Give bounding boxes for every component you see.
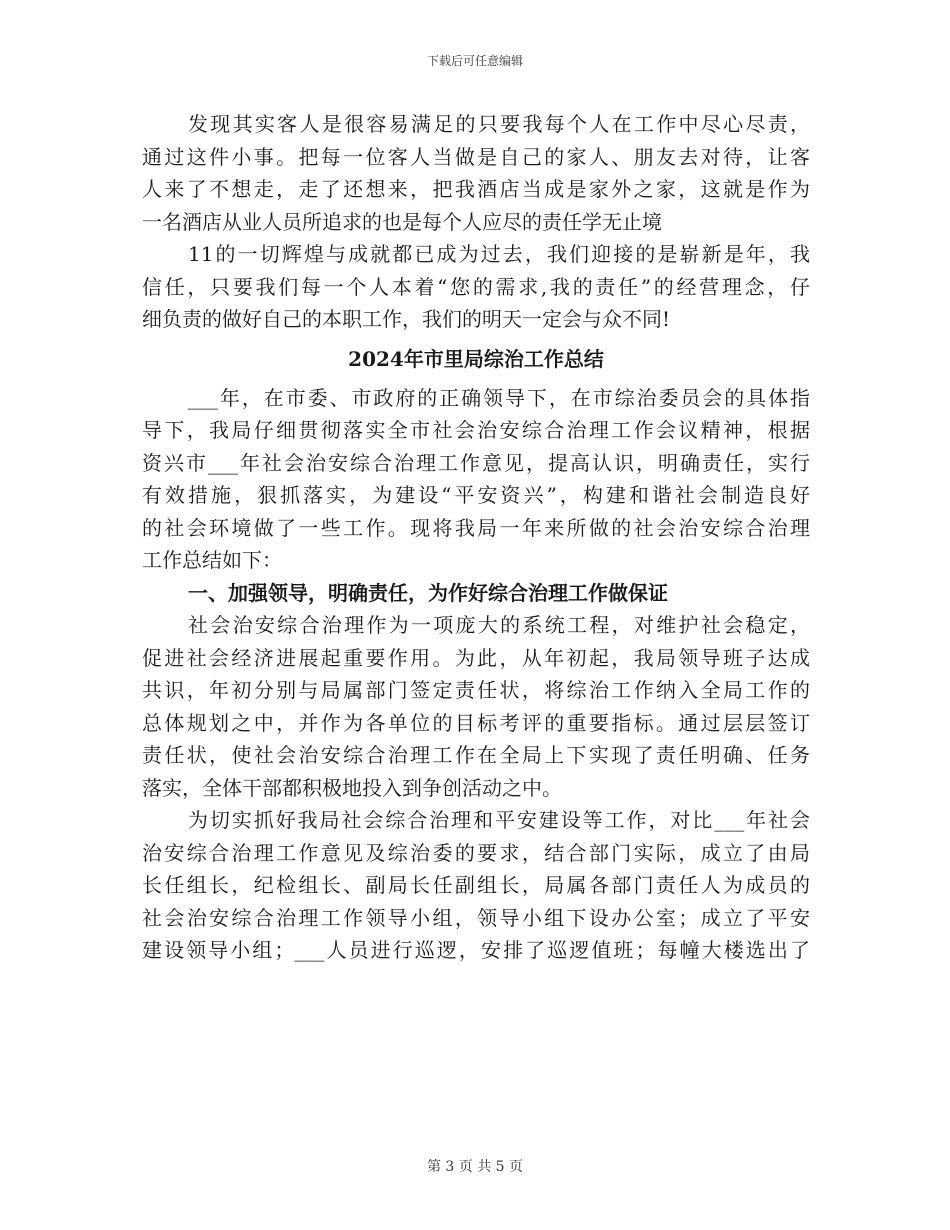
text-line: 发现其实客人是很容易满足的只要我每个人在工作中尽心尽责， <box>188 112 810 136</box>
text-line: 治安综合治理工作意见及综治委的要求，结合部门实际，成立了由局 <box>142 840 810 865</box>
text-line: 资兴市___年社会治安综合治理工作意见，提高认识，明确责任，实行 <box>142 450 810 475</box>
text-line: 信任，只要我们每一个人本着“您的需求,我的责任”的经营理念，仔 <box>142 274 810 299</box>
text-line: 社会治安综合治理作为一项庞大的系统工程，对维护社会稳定， <box>188 613 810 637</box>
section-heading: 一、加强领导，明确责任，为作好综合治理工作做保证 <box>188 580 668 605</box>
page-footer: 第 3 页 共 5 页 <box>426 1159 524 1175</box>
text-line: 有效措施，狠抓落实，为建设“平安资兴”，构建和谐社会制造良好 <box>142 483 810 507</box>
intro-paragraph <box>142 382 810 577</box>
text-line: 一名酒店从业人员所追求的也是每个人应尽的责任学无止境 <box>142 209 662 234</box>
text-line: 总体规划之中，并作为各单位的目标考评的重要指标。通过层层签订 <box>142 710 810 735</box>
text-line: 建设领导小组；___人员进行巡逻，安排了巡逻值班；每幢大楼选出了 <box>142 938 810 962</box>
text-line: 长任组长，纪检组长、副局长任副组长，局属各部门责任人为成员的 <box>142 873 810 897</box>
text-line: 工作总结如下： <box>142 548 282 572</box>
text-line: 为切实抓好我局社会综合治理和平安建设等工作，对比___年社会 <box>188 808 810 832</box>
paragraph <box>142 238 810 336</box>
page-header: 下载后可任意编辑 <box>426 54 523 68</box>
document-title: 2024年市里局综治工作总结 <box>348 346 604 371</box>
text-line: 的社会环境做了一些工作。现将我局一年来所做的社会治安综合治理 <box>142 515 810 540</box>
paragraph <box>142 804 810 967</box>
text-line: 导下，我局仔细贯彻落实全市社会治安综合治理工作会议精神，根据 <box>142 418 810 442</box>
text-line: 11的一切辉煌与成就都已成为过去，我们迎接的是崭新是年，我 <box>188 242 810 266</box>
text-line: 责任状，使社会治安综合治理工作在全局上下实现了责任明确、任务 <box>142 743 810 767</box>
text-line: 社会治安综合治理工作领导小组，领导小组下设办公室；成立了平安 <box>142 905 810 930</box>
text-line: 共识，年初分别与局属部门签定责任状，将综治工作纳入全局工作的 <box>142 678 810 702</box>
text-line: 通过这件小事。把每一位客人当做是自己的家人、朋友去对待，让客 <box>142 144 810 169</box>
document-body <box>142 108 810 967</box>
text-line: 人来了不想走，走了还想来，把我酒店当成是家外之家，这就是作为 <box>142 177 810 201</box>
paragraph <box>142 609 810 804</box>
text-line: 促进社会经济进展起重要作用。为此，从年初起，我局领导班子达成 <box>142 645 810 670</box>
text-line: 落实，全体干部都积极地投入到争创活动之中。 <box>142 775 562 800</box>
text-line: ___年，在市委、市政府的正确领导下，在市综治委员会的具体指 <box>188 385 810 410</box>
paragraph <box>142 108 810 238</box>
text-line: 细负责的做好自己的本职工作，我们的明天一定会与众不同! <box>142 307 671 331</box>
